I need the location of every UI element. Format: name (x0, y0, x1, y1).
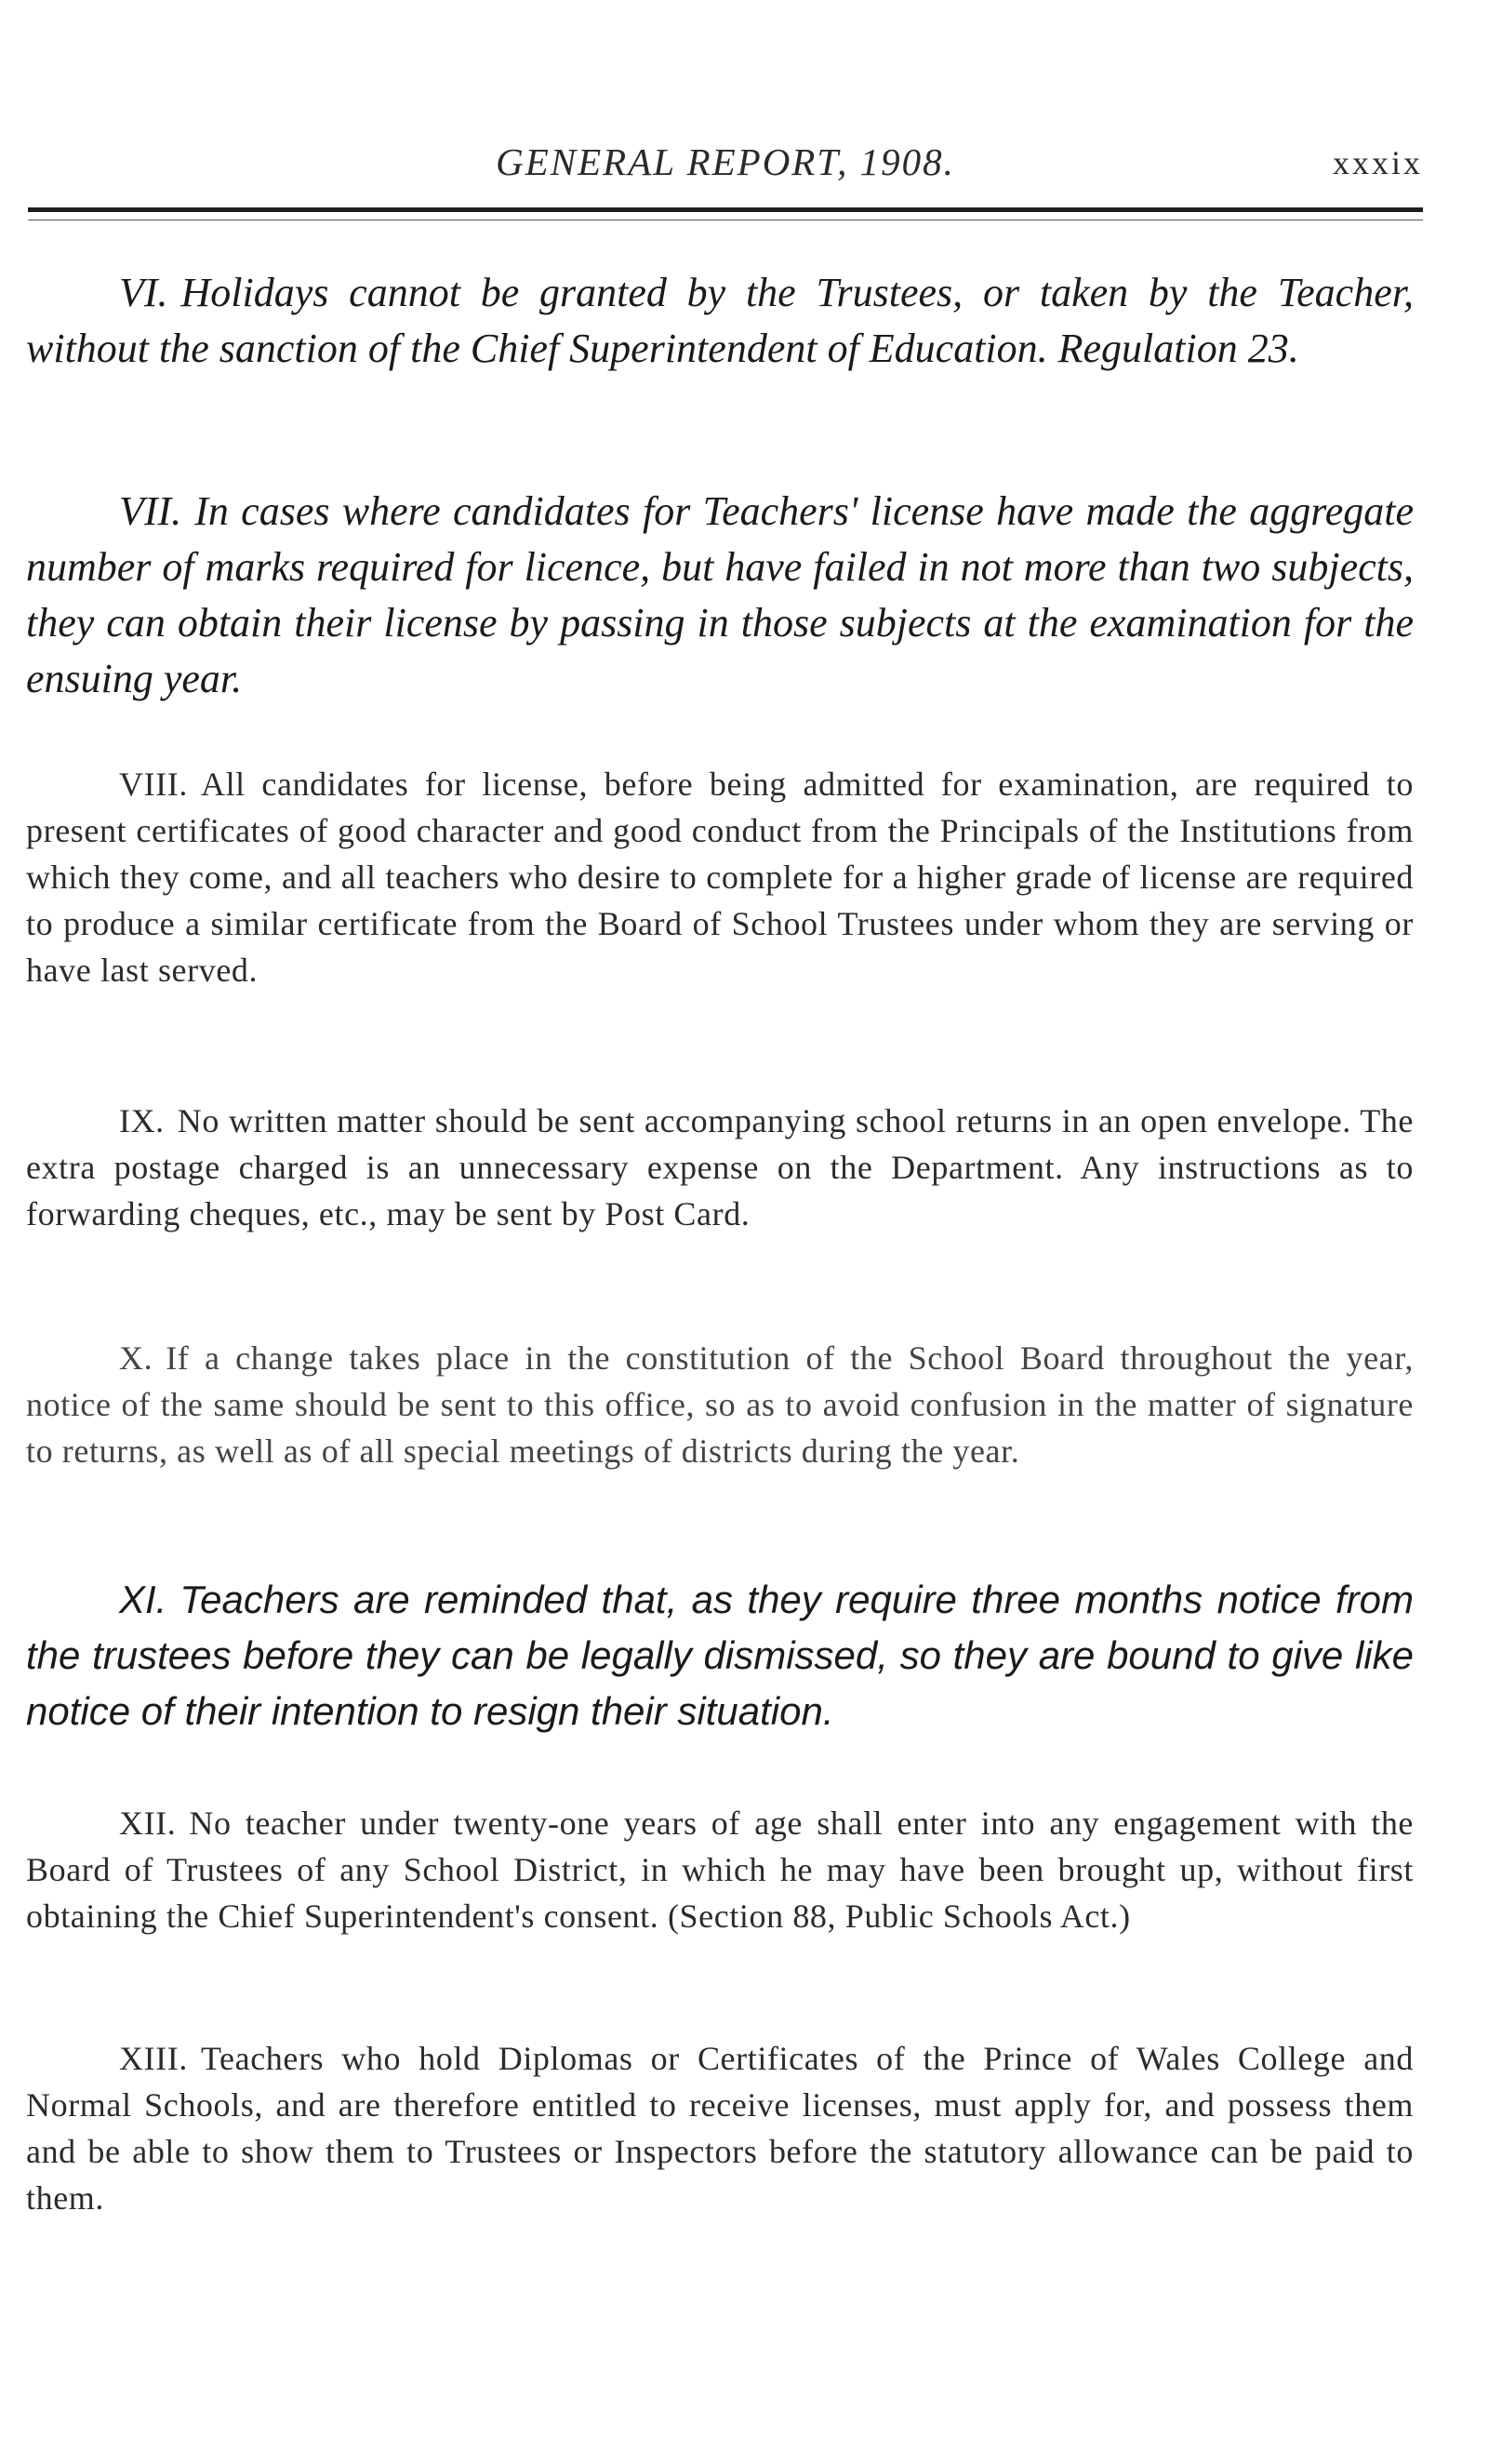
paragraph-text: No written matter should be sent accompanying school returns in an open envelope. The extra postage charged is an unnecessary expense on the Department. Any instructions as to forwarding cheques, etc., may be sent by Post Card. (26, 1102, 1414, 1232)
paragraph-number: VI. (119, 270, 168, 315)
paragraph-number: X. (119, 1339, 153, 1377)
paragraph-text: In cases where candidates for Teachers' license have made the aggregate number of marks required for licence, but have failed in not more than two subjects, they can obtain their license by passing in those subjects at the examination for the ensuing year. (26, 488, 1414, 701)
paragraph-number: VII. (119, 488, 182, 534)
header-rule-thick (28, 207, 1423, 212)
paragraph-xiii (26, 2035, 1414, 2221)
paragraph-vi (26, 265, 1414, 377)
paragraph-xi (26, 1572, 1414, 1739)
paragraph-number: XIII. (119, 2040, 188, 2077)
paragraph-number: IX. (119, 1102, 165, 1139)
paragraph-text: All candidates for license, before being admitted for examination, are required to present certificates of good character and good conduct from the Principals of the Institutions from which they come, and all teachers who desire to complete for a higher grade of license are required to produce a similar certificate from the Board of School Trustees under whom they are serving or have last served. (26, 766, 1414, 989)
paragraph-text: Teachers who hold Diplomas or Certificates of the Prince of Wales College and Normal Schools, and are therefore entitled to receive licenses, must apply for, and possess them and be able to show them to Trustees or Inspectors before the statutory allowance can be paid to them. (26, 2040, 1414, 2217)
paragraph-xii (26, 1800, 1414, 1939)
paragraph-number: XI. (119, 1578, 167, 1621)
page-number: xxxix (1332, 144, 1423, 181)
paragraph-viii (26, 761, 1414, 993)
paragraph-text: Teachers are reminded that, as they require three months notice from the trustees before they can be legally dismissed, so they are bound to give like notice of their intention to resign their situation. (26, 1578, 1414, 1733)
paragraph-number: XII. (119, 1805, 177, 1842)
paragraph-text: No teacher under twenty-one years of age shall enter into any engagement with the Board of Trustees of any School District, in which he may have been brought up, without first obtaining the Chief Superintendent's consent. (Section 88, Public Schools Act.) (26, 1805, 1414, 1935)
paragraph-text: If a change takes place in the constitution of the School Board throughout the year, notice of the same should be sent to this office, so as to avoid confusion in the matter of signature to returns, as well as of all special meetings of districts during the year. (26, 1339, 1414, 1470)
paragraph-vii (26, 484, 1414, 707)
paragraph-ix (26, 1098, 1414, 1237)
paragraph-text: Holidays cannot be granted by the Trustees, or taken by the Teacher, without the sanction of the Chief Superintendent of Education. Regulation 23. (26, 270, 1414, 371)
page-header (28, 140, 1423, 186)
paragraph-x (26, 1335, 1414, 1474)
running-title: GENERAL REPORT, 1908. (496, 140, 955, 183)
paragraph-number: VIII. (119, 766, 188, 803)
